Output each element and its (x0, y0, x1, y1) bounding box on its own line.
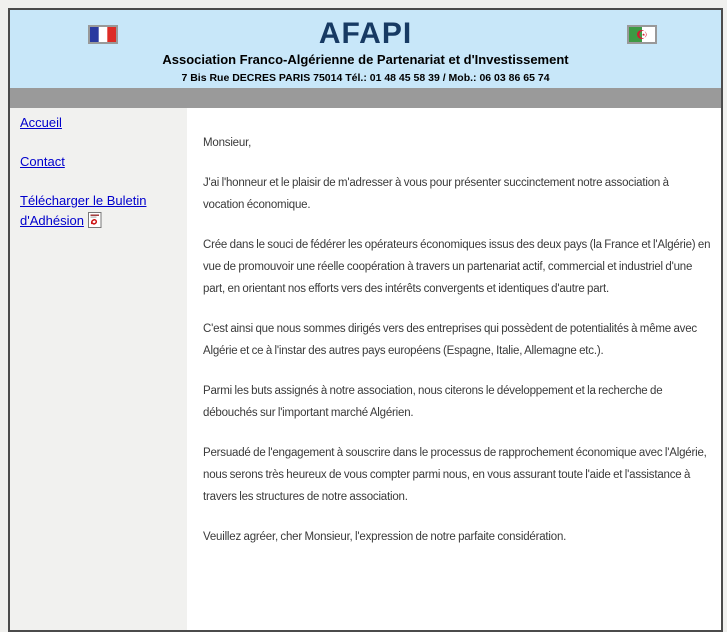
site-address: 7 Bis Rue DECRES PARIS 75014 Tél.: 01 48 45 58 39 / Mob.: 06 03 86 65 74 (181, 72, 550, 84)
algeria-flag-icon (627, 25, 657, 44)
sidebar (10, 108, 187, 630)
letter-paragraph: Monsieur, (203, 137, 252, 149)
page-frame (8, 8, 723, 632)
letter-paragraph: Persuadé de l'engagement à souscrire dans le processus de rapprochement économique avec l'Algérie, nous serons très heureux de vous compter parmi nous, en vous assurant toute l'aide et l'assistance à travers les structures de notre association. (203, 447, 707, 503)
letter-paragraph: Veuillez agréer, cher Monsieur, l'expression de notre parfaite considération. (203, 531, 567, 543)
france-flag-icon (88, 25, 118, 44)
sidebar-item-contact[interactable]: Contact (20, 154, 65, 169)
sidebar-item-accueil[interactable]: Accueil (20, 115, 62, 130)
header-divider-bar (10, 88, 721, 108)
sidebar-item-label: Télécharger le Buletin d'Adhésion (20, 193, 147, 228)
site-subtitle: Association Franco-Algérienne de Partenariat et d'Investissement (162, 52, 569, 67)
letter-paragraph: Crée dans le souci de fédérer les opérateurs économiques issus des deux pays (la France et l'Algérie) en vue de promouvoir une réelle coopération à travers un partenariat actif, commercial et industriel d'une part, en orientant nos efforts vers des intérêts convergents et identiques d'autre part. (203, 239, 711, 295)
page-title: AFAPI (318, 17, 413, 50)
letter-paragraph: Parmi les buts assignés à notre association, nous citerons le développement et la recherche de débouchés sur l'important marché Algérien. (203, 385, 663, 419)
site-header (10, 10, 721, 88)
letter-paragraph: C'est ainsi que nous sommes dirigés vers des entreprises qui possèdent de potentialités à même avec Algérie et ce à l'instar des autres pays européens (Espagne, Italie, Allemagne etc.). (203, 323, 697, 357)
pdf-icon (88, 212, 102, 234)
sidebar-item-telecharger-bulletin[interactable] (20, 191, 158, 234)
letter-paragraph: J'ai l'honneur et le plaisir de m'adresser à vous pour présenter succinctement notre association à vocation économique. (203, 177, 669, 211)
letter-content (187, 108, 721, 630)
